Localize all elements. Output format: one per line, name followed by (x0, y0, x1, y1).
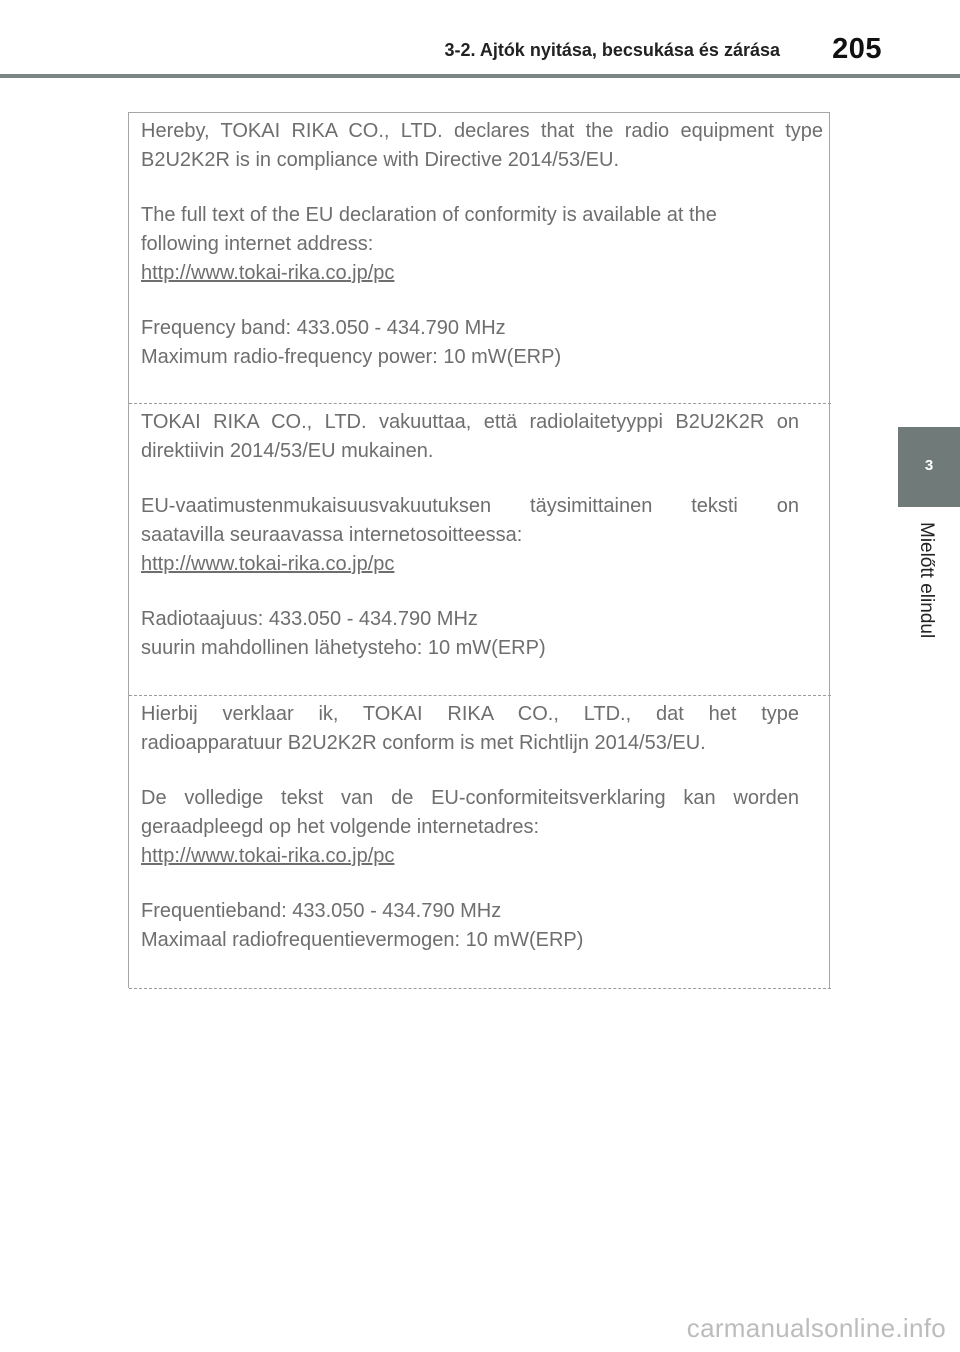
declaration-availability (141, 784, 823, 871)
declaration-link[interactable]: http://www.tokai-rika.co.jp/pc (141, 553, 395, 575)
radio-specs (141, 605, 823, 663)
page-number: 205 (832, 33, 882, 65)
declaration-availability (141, 201, 823, 288)
text-line: Hierbij verklaar ik, TOKAI RIKA CO., LTD., dat het type (141, 703, 799, 725)
chapter-tab (898, 427, 960, 507)
section-title: 3-2. Ajtók nyitása, becsukása és zárása (444, 40, 780, 60)
text-line: Maximaal radiofrequentievermogen: 10 mW(ERP) (141, 929, 584, 951)
chapter-label-text: Mielőtt elindul (916, 522, 937, 639)
text-line: B2U2K2R is in compliance with Directive 2014/53/EU. (141, 149, 619, 171)
text-line: EU-vaatimustenmukaisuusvakuutuksen täysimittainen teksti on (141, 495, 799, 517)
page-header (0, 0, 960, 80)
text-line: TOKAI RIKA CO., LTD. vakuuttaa, että radiolaitetyyppi B2U2K2R on (141, 411, 799, 433)
text-line: suurin mahdollinen lähetysteho: 10 mW(ERP) (141, 637, 546, 659)
declaration-link[interactable]: http://www.tokai-rika.co.jp/pc (141, 262, 395, 284)
declaration-availability (141, 492, 823, 579)
declaration-link[interactable]: http://www.tokai-rika.co.jp/pc (141, 845, 395, 867)
header-rule (0, 74, 960, 78)
radio-specs (141, 897, 823, 955)
declaration-block-en (129, 113, 831, 404)
text-line: Frequentieband: 433.050 - 434.790 MHz (141, 900, 502, 922)
text-line: following internet address: (141, 233, 374, 255)
text-line: radioapparatuur B2U2K2R conform is met Richtlijn 2014/53/EU. (141, 732, 706, 754)
text-line: Hereby, TOKAI RIKA CO., LTD. declares that the radio equipment type (141, 120, 823, 142)
radio-specs (141, 314, 823, 372)
chapter-label (912, 522, 946, 662)
declaration-box (128, 112, 830, 988)
watermark: carmanualsonline.info (686, 1313, 946, 1343)
text-line: Maximum radio-frequency power: 10 mW(ERP) (141, 346, 562, 368)
text-line: direktiivin 2014/53/EU mukainen. (141, 440, 434, 462)
compliance-statement (141, 408, 823, 466)
text-line: saatavilla seuraavassa internetosoitteessa: (141, 524, 523, 546)
chapter-number: 3 (924, 457, 934, 474)
text-line: geraadpleegd op het volgende internetadres: (141, 816, 540, 838)
compliance-statement (141, 117, 823, 175)
text-line: De volledige tekst van de EU-conformiteitsverklaring kan worden (141, 787, 799, 809)
compliance-statement (141, 700, 823, 758)
text-line: Radiotaajuus: 433.050 - 434.790 MHz (141, 608, 478, 630)
text-line: Frequency band: 433.050 - 434.790 MHz (141, 317, 506, 339)
text-line: The full text of the EU declaration of conformity is available at the (141, 204, 717, 226)
declaration-block-fi (129, 404, 831, 696)
declaration-block-nl (129, 696, 831, 989)
